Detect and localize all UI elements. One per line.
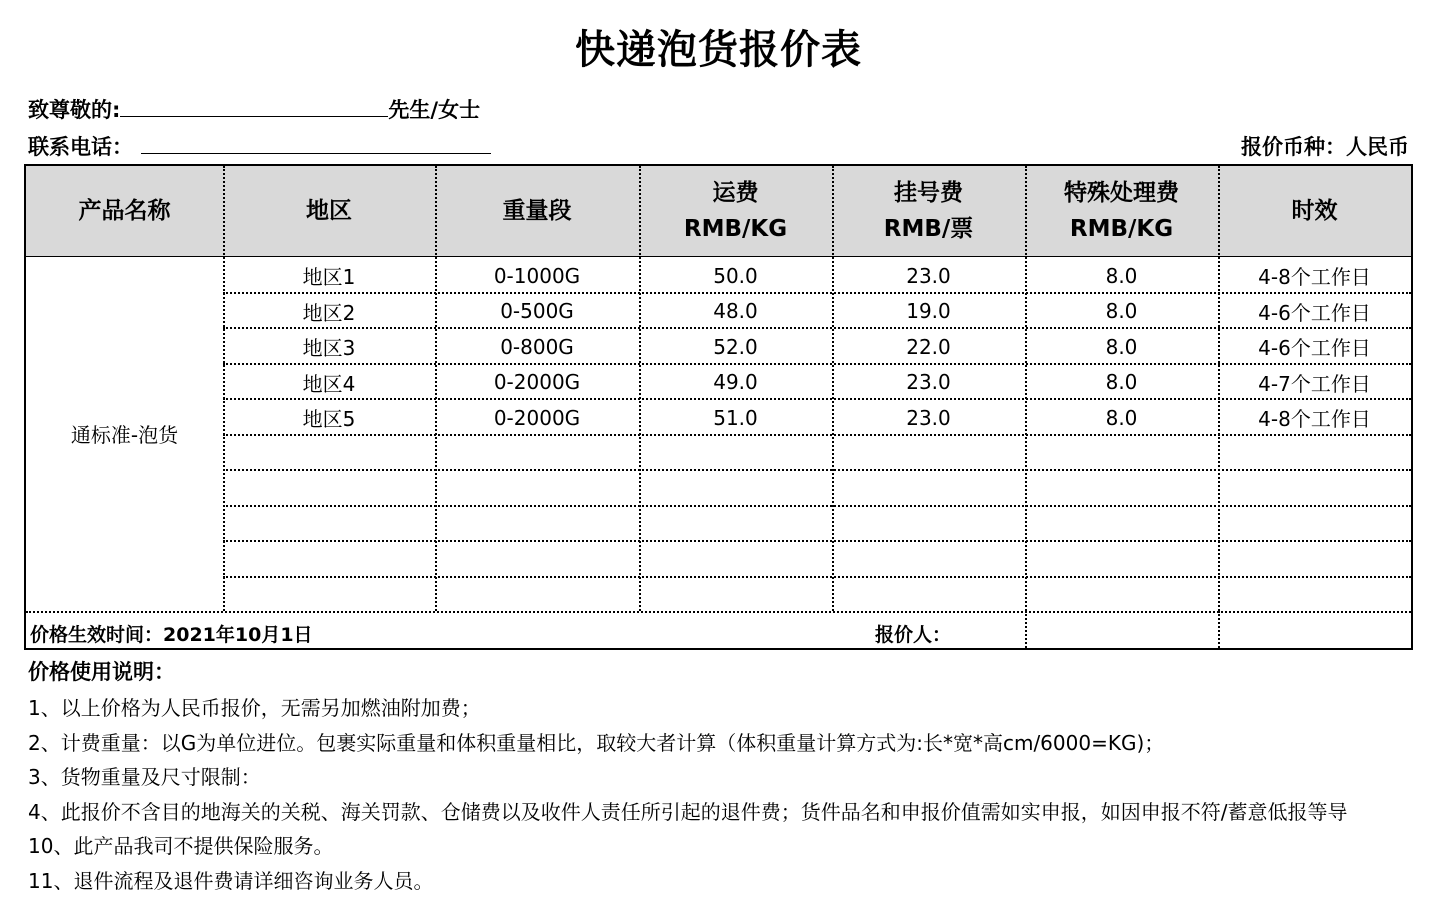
table-cell-weight: 0-2000G [493, 370, 581, 395]
column-header-unit: RMB/票 [883, 216, 974, 242]
column-header-label: 产品名称 [78, 198, 171, 224]
table-cell-special-fee: 8.0 [1105, 263, 1138, 288]
table-cell-time: 4-6个工作日 [1258, 300, 1371, 325]
column-divider [1025, 166, 1027, 611]
table-cell-weight: 0-500G [500, 299, 574, 324]
recipient-label: 致尊敬的: [28, 98, 121, 122]
note-item: 10、此产品我司不提供保险服务。 [28, 834, 334, 859]
table-cell-special-fee: 8.0 [1105, 370, 1138, 395]
note-item: 4、此报价不含目的地海关的关税、海关罚款、仓储费以及收件人责任所引起的退件费；货件品名和申报价值需如实申报，如因申报不符/蓄意低报等导 [28, 799, 1348, 824]
column-header-label: 时效 [1291, 198, 1338, 224]
column-header-label: 特殊处理费 [1064, 180, 1179, 206]
note-item: 11、退件流程及退件费请详细咨询业务人员。 [28, 869, 434, 893]
table-cell-region: 地区1 [302, 265, 356, 290]
column-divider [639, 166, 641, 611]
column-header [1218, 166, 1411, 256]
recipient-line [28, 94, 480, 124]
table-cell-freight: 48.0 [713, 299, 758, 324]
table-cell-time: 4-7个工作日 [1258, 371, 1371, 396]
column-divider [223, 166, 225, 611]
table-cell-freight: 52.0 [713, 334, 758, 359]
column-divider [832, 166, 834, 611]
table-cell-freight: 51.0 [713, 405, 758, 430]
column-header-unit: RMB/KG [683, 216, 788, 242]
table-cell-freight: 50.0 [713, 263, 758, 288]
phone-label: 联系电话： [28, 135, 133, 159]
table-cell-reg-fee: 19.0 [906, 299, 951, 324]
table-cell-special-fee: 8.0 [1105, 334, 1138, 359]
note-item: 2、计费重量：以G为单位进位。包裹实际重量和体积重量相比，取较大者计算（体积重量计算方式为:长*宽*高cm/6000=KG)； [28, 730, 1165, 755]
table-cell-time: 4-8个工作日 [1258, 407, 1371, 432]
column-header-unit: RMB/KG [1069, 216, 1174, 242]
footer-divider [1218, 611, 1220, 648]
row-divider [26, 611, 1411, 613]
column-divider [435, 166, 437, 611]
row-divider [223, 292, 1411, 294]
row-divider [223, 398, 1411, 400]
product-name-cell: 通标准-泡货 [70, 423, 179, 447]
column-header [639, 166, 832, 256]
column-header [223, 166, 435, 256]
table-cell-region: 地区4 [302, 371, 356, 396]
column-header-label: 地区 [306, 198, 352, 224]
phone-blank [141, 133, 491, 154]
footer-divider [1025, 611, 1027, 648]
column-header-label: 重量段 [502, 198, 572, 224]
table-cell-special-fee: 8.0 [1105, 405, 1138, 430]
table-cell-reg-fee: 22.0 [906, 334, 951, 359]
currency-label: 报价币种：人民币 [1241, 135, 1409, 159]
row-divider [223, 505, 1411, 507]
table-cell-weight: 0-800G [500, 334, 574, 359]
table-cell-reg-fee: 23.0 [906, 370, 951, 395]
column-header [435, 166, 639, 256]
table-cell-weight: 0-2000G [493, 405, 581, 430]
notes-title: 价格使用说明： [28, 660, 175, 684]
phone-line [28, 131, 491, 161]
column-header [832, 166, 1025, 256]
column-divider [1218, 166, 1220, 611]
table-cell-region: 地区5 [302, 407, 356, 432]
price-table [24, 164, 1413, 650]
table-cell-region: 地区3 [302, 336, 356, 361]
table-cell-reg-fee: 23.0 [906, 405, 951, 430]
table-cell-time: 4-6个工作日 [1258, 336, 1371, 361]
column-header-label: 运费 [712, 180, 759, 206]
table-cell-region: 地区2 [302, 300, 356, 325]
quoter-label: 报价人： [875, 624, 952, 646]
row-divider [223, 469, 1411, 471]
row-divider [223, 434, 1411, 436]
table-cell-time: 4-8个工作日 [1258, 265, 1371, 290]
column-header [26, 166, 223, 256]
note-item: 1、以上价格为人民币报价，无需另加燃油附加费； [28, 696, 481, 720]
header-divider [26, 256, 1411, 257]
table-cell-reg-fee: 23.0 [906, 263, 951, 288]
table-cell-weight: 0-1000G [493, 263, 581, 288]
column-header [1025, 166, 1218, 256]
column-header-label: 挂号费 [894, 180, 963, 206]
recipient-blank [120, 96, 388, 117]
table-cell-freight: 49.0 [713, 370, 758, 395]
table-cell-special-fee: 8.0 [1105, 299, 1138, 324]
row-divider [223, 327, 1411, 329]
recipient-suffix: 先生/女士 [388, 98, 481, 122]
effective-date: 价格生效时间：2021年10月1日 [30, 624, 313, 646]
row-divider [223, 576, 1411, 578]
row-divider [223, 363, 1411, 365]
row-divider [223, 540, 1411, 542]
note-item: 3、货物重量及尺寸限制： [28, 765, 261, 790]
page-title: 快递泡货报价表 [575, 27, 862, 73]
